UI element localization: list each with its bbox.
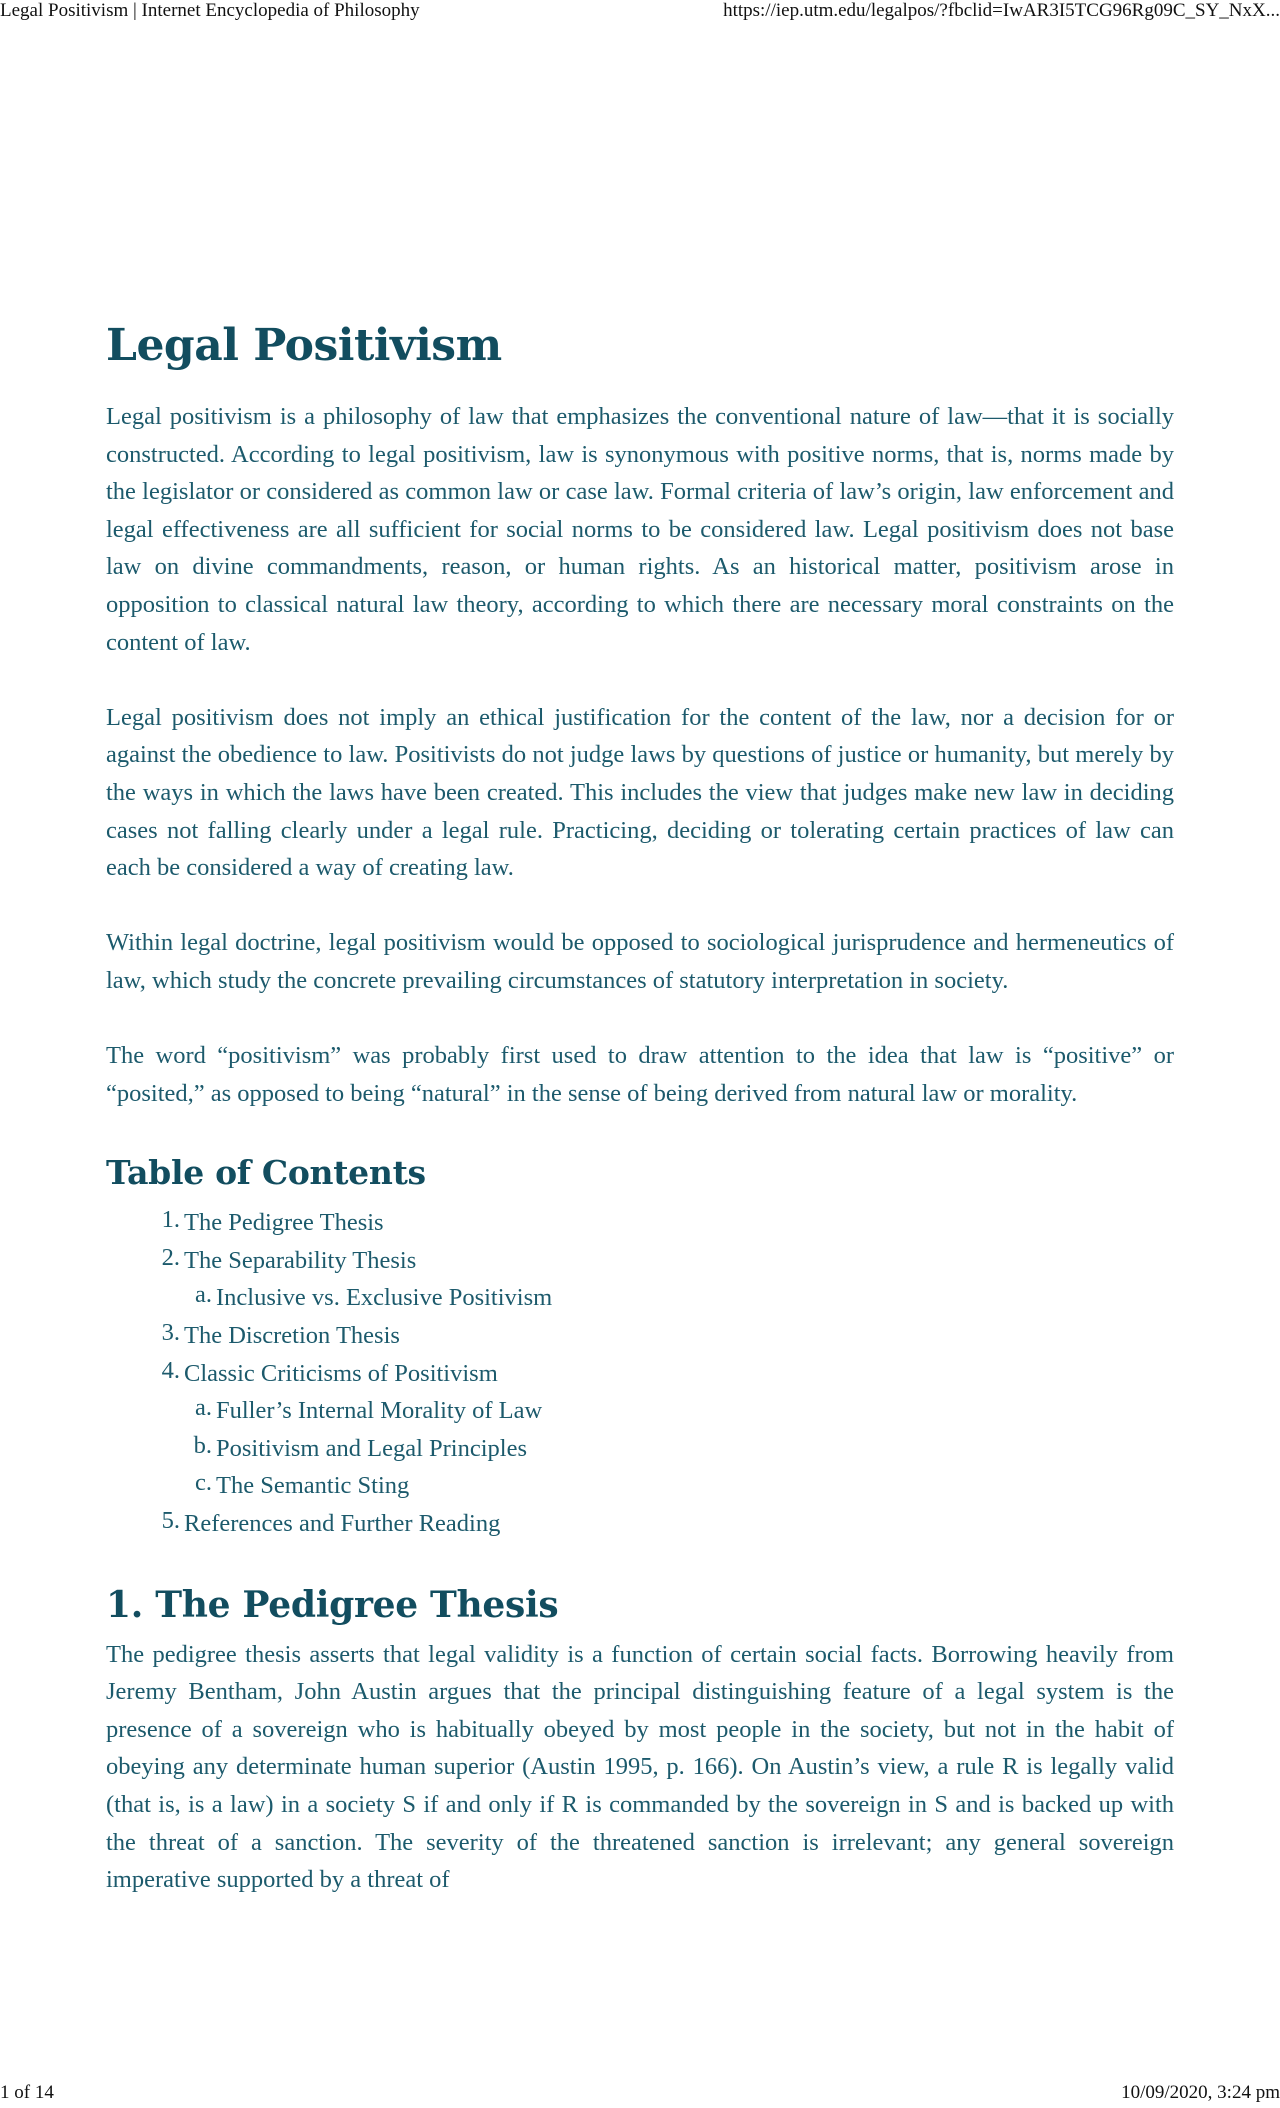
toc-item-fullers-morality[interactable]	[106, 1392, 1174, 1430]
toc-item-number: 2.	[161, 1243, 180, 1271]
toc-item-references[interactable]	[106, 1505, 1174, 1543]
section-1-heading: 1. The Pedigree Thesis	[106, 1583, 559, 1626]
toc-item-number: 3.	[161, 1319, 180, 1347]
toc-item-pedigree-thesis[interactable]	[106, 1204, 1174, 1242]
toc-item-number: a.	[195, 1394, 212, 1422]
toc-item-label[interactable]: The Semantic Sting	[216, 1472, 410, 1500]
intro-paragraph-3: Within legal doctrine, legal positivism would be opposed to sociological jurisprudence and hermeneutics of law, which study the concrete prevailing circumstances of statutory interpretation in society.	[106, 929, 1174, 994]
toc-item-label[interactable]: References and Further Reading	[184, 1510, 501, 1538]
toc-item-label[interactable]: The Separability Thesis	[184, 1246, 417, 1274]
toc-item-number: a.	[195, 1281, 212, 1309]
table-of-contents	[106, 1204, 1174, 1542]
toc-item-number: 1.	[161, 1206, 180, 1234]
toc-item-label[interactable]: Classic Criticisms of Positivism	[184, 1359, 498, 1387]
intro-paragraph-4: The word “positivism” was probably first used to draw attention to the idea that law is “positive” or “posited,” as opposed to being “natural” in the sense of being derived from natural law or morality.	[106, 1042, 1174, 1107]
print-header-title: Legal Positivism | Internet Encyclopedia of Philosophy	[0, 0, 420, 21]
print-header	[0, 0, 1280, 26]
toc-item-number: 4.	[161, 1356, 180, 1384]
article-title: Legal Positivism	[106, 320, 502, 371]
toc-item-label[interactable]: Positivism and Legal Principles	[216, 1434, 527, 1462]
toc-item-separability-thesis[interactable]	[106, 1242, 1174, 1280]
toc-item-discretion-thesis[interactable]	[106, 1317, 1174, 1355]
intro-paragraph-1: Legal positivism is a philosophy of law that emphasizes the conventional nature of law—that it is socially constructed. According to legal positivism, law is synonymous with positive norms, that is, norms made by the legislator or considered as common law or case law. Formal criteria of law’s origin, law enforcement and legal effectiveness are all sufficient for social norms to be considered law. Legal positivism does not base law on divine commandments, reason, or human rights. As an historical matter, positivism arose in opposition to classical natural law theory, according to which there are necessary moral constraints on the content of law.	[106, 403, 1174, 656]
toc-item-classic-criticisms[interactable]	[106, 1355, 1174, 1393]
page-number: 1 of 14	[0, 2082, 54, 2103]
toc-item-number: c.	[195, 1469, 212, 1497]
toc-item-label[interactable]: Inclusive vs. Exclusive Positivism	[216, 1284, 553, 1312]
toc-item-semantic-sting[interactable]	[106, 1467, 1174, 1505]
toc-item-label[interactable]: The Pedigree Thesis	[184, 1209, 384, 1237]
section-1-paragraph: The pedigree thesis asserts that legal validity is a function of certain social facts. Borrowing heavily from Jeremy Bentham, John Austin argues that the principal distinguishing feature of a legal system is the presence of a sovereign who is habitually obeyed by most people in the society, but not in the habit of obeying any determinate human superior (Austin 1995, p. 166). On Austin’s view, a rule R is legally valid (that is, is a law) in a society S if and only if R is commanded by the sovereign in S and is backed up with the threat of a sanction. The severity of the threatened sanction is irrelevant; any general sovereign imperative supported by a threat of	[106, 1640, 1174, 1894]
toc-item-label[interactable]: Fuller’s Internal Morality of Law	[216, 1397, 543, 1425]
toc-heading: Table of Contents	[106, 1153, 426, 1193]
toc-item-number: 5.	[161, 1507, 180, 1535]
intro-paragraph-2: Legal positivism does not imply an ethical justification for the content of the law, nor a decision for or against the obedience to law. Positivists do not judge laws by questions of justice or humanity, but merely by the ways in which the laws have been created. This includes the view that judges make new law in deciding cases not falling clearly under a legal rule. Practicing, deciding or tolerating certain practices of law can each be considered a way of creating law.	[106, 703, 1174, 882]
toc-item-label[interactable]: The Discretion Thesis	[184, 1322, 400, 1350]
toc-item-number: b.	[193, 1431, 212, 1459]
print-header-url[interactable]: https://iep.utm.edu/legalpos/?fbclid=IwAR3I5TCG96Rg09C_SY_NxX...	[723, 0, 1280, 21]
toc-item-inclusive-exclusive[interactable]	[106, 1279, 1174, 1317]
article	[106, 318, 1174, 1899]
print-footer	[0, 2082, 1280, 2108]
print-datetime: 10/09/2020, 3:24 pm	[1121, 2082, 1280, 2103]
toc-item-legal-principles[interactable]	[106, 1430, 1174, 1468]
